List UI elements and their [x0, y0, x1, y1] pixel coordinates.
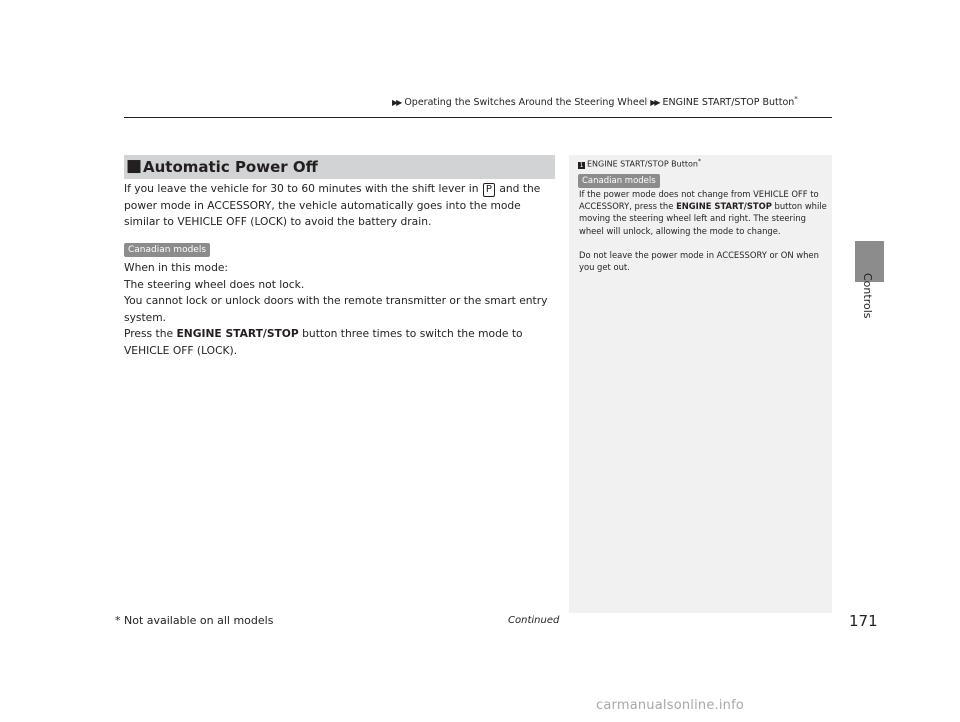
text-line: The steering wheel does not lock. [124, 277, 305, 291]
text-line: When in this mode: [124, 261, 229, 274]
text-part: button while moving the steering wheel left and right. The steering wheel will unlock, allowing the mode to change. [579, 201, 827, 236]
note-paragraph: Do not leave the power mode in ACCESSORY or ON when you get out. [579, 249, 819, 273]
text-part: Press the [124, 327, 174, 340]
chapter-label: Controls [861, 273, 874, 319]
paragraph-text: If you leave the vehicle for 30 to 60 minutes with the shift lever in [124, 182, 479, 195]
footnote: * Not available on all models [115, 614, 274, 627]
model-badge: Canadian models [124, 243, 210, 257]
bold-term: ENGINE START/STOP [676, 201, 772, 212]
section-heading-bar [124, 155, 555, 179]
page-number: 171 [849, 612, 878, 630]
mode-description [124, 260, 556, 359]
reference-marker-icon: 1 [579, 161, 584, 169]
text-part: If the power mode does not change from VEHICLE OFF to ACCESSORY, press the [579, 189, 819, 212]
asterisk: * [697, 158, 701, 165]
breadcrumb-item: Operating the Switches Around the Steering Wheel [404, 97, 648, 109]
text-line: You cannot lock or unlock doors with the remote transmitter or the smart entry system. [124, 294, 548, 324]
text-part: button three times to switch the mode to VEHICLE OFF (LOCK). [124, 327, 523, 357]
text-line [124, 326, 556, 359]
double-arrow-icon: ▶▶ [650, 98, 659, 108]
square-bullet-icon: ■ [126, 156, 143, 176]
note-paragraph [579, 188, 827, 237]
section-title: Automatic Power Off [143, 158, 318, 176]
watermark: carmanualsonline.info [596, 698, 745, 713]
breadcrumb-item: ENGINE START/STOP Button [662, 97, 795, 109]
bold-term: ENGINE START/STOP [176, 327, 299, 340]
model-badge: Canadian models [578, 174, 660, 188]
paragraph-text: and the power mode in ACCESSORY, the vehicle automatically goes into the mode similar to VEHICLE OFF (LOCK) to avoid the battery drain. [124, 182, 541, 228]
note-title-text: ENGINE START/STOP Button [587, 159, 698, 169]
note-body [579, 188, 827, 273]
header-divider [124, 117, 832, 118]
asterisk: * [794, 95, 798, 103]
double-arrow-icon: ▶▶ [392, 98, 401, 108]
section-paragraph [124, 181, 556, 231]
note-title [578, 158, 701, 169]
park-position-icon: P [483, 183, 495, 197]
continued-label: Continued [508, 615, 560, 626]
breadcrumb [392, 95, 798, 108]
